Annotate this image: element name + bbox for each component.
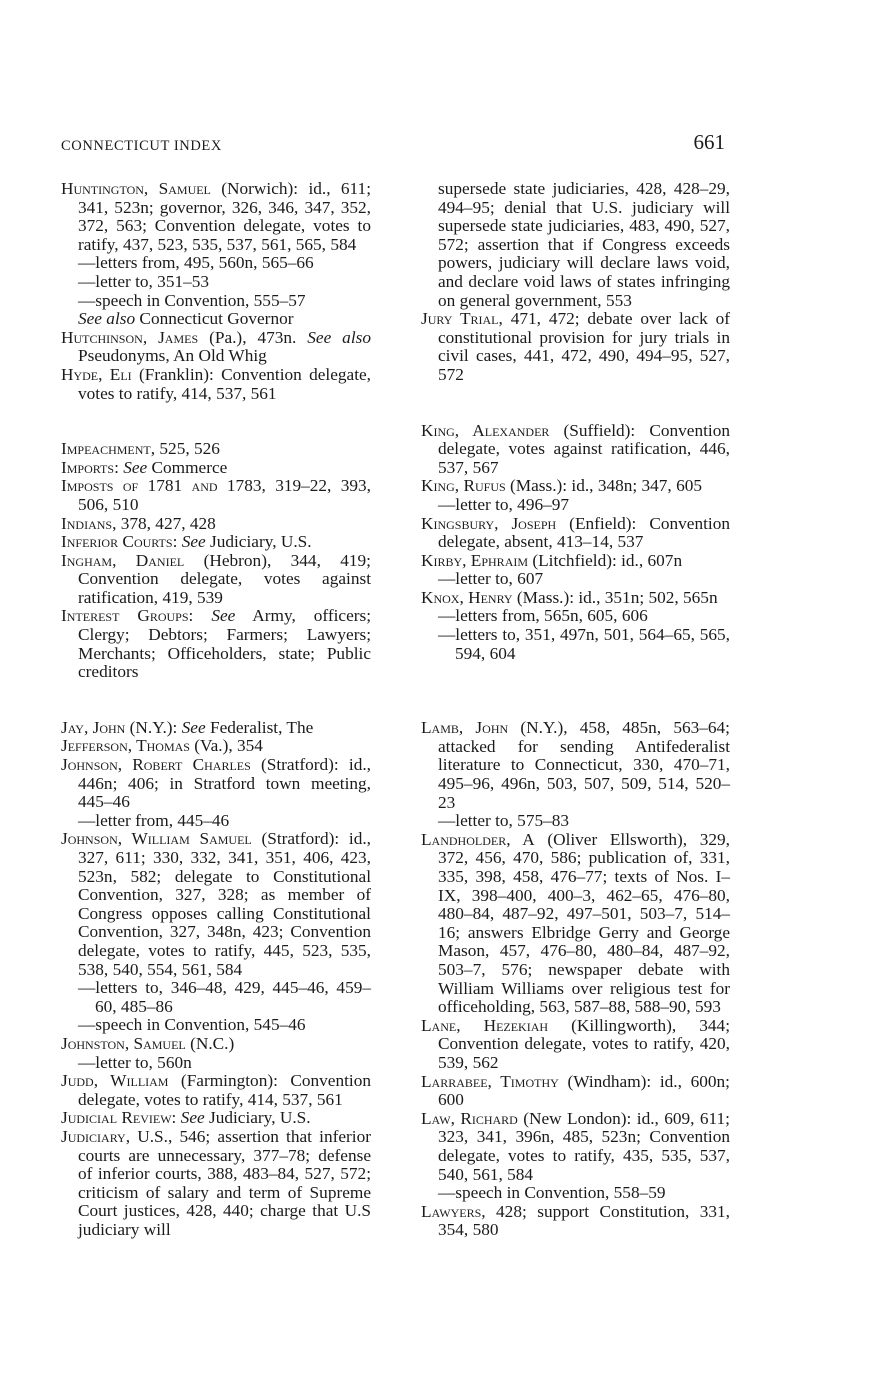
index-entry-hyde <box>61 366 371 403</box>
entry-text: (N.C.) <box>185 1033 235 1053</box>
entry-text: : <box>171 1108 181 1128</box>
entry-text: (Litchfield): id., 607n <box>528 550 683 570</box>
see-label: See <box>123 457 148 477</box>
entry-heading: Imposts of 1781 and 1783 <box>61 476 262 496</box>
sub-entry: —letter from, 445–46 <box>78 810 230 830</box>
entry-heading: Jay, John <box>61 717 126 737</box>
entry-text: : <box>114 457 124 477</box>
index-entry-judiciary <box>61 1128 371 1240</box>
index-entry-interest-groups <box>61 607 371 681</box>
entry-heading: Hutchinson, James <box>61 327 199 347</box>
index-entry-jay <box>61 719 371 738</box>
entry-heading: Hyde, Eli <box>61 364 132 384</box>
index-entry-knox <box>421 589 730 608</box>
sub-entry: —letters from, 565n, 605, 606 <box>438 606 648 626</box>
entry-text: (Franklin): Convention delegate, votes to ratify, 414, 537, 561 <box>78 364 371 403</box>
sub-entry: —speech in Convention, 558–59 <box>438 1183 666 1203</box>
entry-text: (Mass.): id., 348n; 347, 605 <box>505 476 702 496</box>
letter-gap <box>61 403 371 440</box>
entry-text: : <box>172 532 182 552</box>
sub-entry: —letter to, 560n <box>78 1052 192 1072</box>
index-entry-johnson-rc <box>61 756 371 812</box>
letter-gap <box>61 682 371 719</box>
see-also-label: See also <box>307 327 371 347</box>
entry-text: : <box>188 606 212 626</box>
entry-text: (N.Y.): <box>125 717 182 737</box>
entry-text: (Stratford): id., 446n; 406; in Stratford town meeting, 445–46 <box>78 755 371 812</box>
index-entry-kingsbury <box>421 515 730 552</box>
entry-heading: Interest Groups <box>61 606 189 626</box>
index-entry-kirby <box>421 552 730 571</box>
index-entry-indians <box>61 515 371 534</box>
entry-text: (Suffield): Convention delegate, votes against ratification, 446, 537, 567 <box>438 420 730 477</box>
entry-text: (Norwich): id., 611; 341, 523n; governor, 326, 346, 347, 352, 372, 563; Convention delegate, votes to ratify, 437, 523, 535, 537, 561, 565, 584 <box>78 179 371 254</box>
entry-text: (Enfield): Convention delegate, absent, 413–14, 537 <box>438 513 730 552</box>
right-column <box>421 180 730 1240</box>
index-entry-impeachment <box>61 440 371 459</box>
sub-entry: —letter to, 351–53 <box>78 271 210 291</box>
entry-text: (Stratford): id., 327, 611; 330, 332, 341, 351, 406, 423, 523n, 582; delegate to Constitutional Convention, 327, 328; as member of Congress opposes calling Constitutional Convention, 327, 348n, 423; Convention delegate, votes to ratify, 445, 523, 535, 538, 540, 554, 561, 584 <box>78 829 372 979</box>
entry-heading: Lane, Hezekiah <box>421 1015 549 1035</box>
entry-heading: Judd, William <box>61 1071 169 1091</box>
index-entry-lawyers <box>421 1203 730 1240</box>
entry-heading: Kingsbury, Joseph <box>421 513 557 533</box>
entry-text: Commerce <box>147 457 228 477</box>
entry-heading: Kirby, Ephraim <box>421 550 529 570</box>
index-entry-judd <box>61 1072 371 1109</box>
see-also-label: See also <box>78 309 136 329</box>
letter-gap <box>421 385 730 422</box>
index-entry-jury-trial <box>421 310 730 384</box>
entry-heading: King, Alexander <box>421 420 550 440</box>
index-entry-judicial-review <box>61 1109 371 1128</box>
entry-text: , 471, 472; debate over lack of constitutional provision for jury trials in civil cases, 441, 472, 490, 494–95, 527, 572 <box>438 309 730 384</box>
entry-heading: Judicial Review <box>61 1108 172 1128</box>
entry-text: (Killingworth), 344; Convention delegate, votes to ratify, 420, 539, 562 <box>438 1015 730 1072</box>
entry-text: , 428; support Constitution, 331, 354, 580 <box>438 1201 730 1240</box>
entry-text: (Oliver Ellsworth), 329, 372, 456, 470, 586; publication of, 331, 335, 398, 458, 476–77; texts of Nos. I–IX, 398–400, 400–3, 462–65, 476–80, 480–84, 487–92, 497–501, 503–7, 514–16; answers Elbridge Gerry and George Mason, 457, 476–80, 480–84, 487–92, 503–7, 576; newspaper debate with William Williams over religious test for officeholding, 563, 587–88, 588–90, 593 <box>438 829 730 1017</box>
entry-heading: Judiciary, U.S. <box>61 1126 168 1146</box>
entry-text: (Hebron), 344, 419; Convention delegate, votes against ratification, 419, 539 <box>78 550 371 607</box>
entry-heading: Landholder, A <box>421 829 535 849</box>
entry-text: (Va.), 354 <box>189 736 263 756</box>
index-entry-imports <box>61 459 371 478</box>
see-label: See <box>181 717 206 737</box>
entry-text: , 378, 427, 428 <box>112 513 216 533</box>
entry-text: Army, officers; Clergy; Debtors; Farmers; Lawyers; Merchants; Officeholders, state; Public creditors <box>78 606 372 682</box>
index-entry-lamb <box>421 719 730 812</box>
entry-heading: Indians <box>61 513 113 533</box>
entry-text: (Windham): id., 600n; 600 <box>438 1071 730 1110</box>
entry-text: Pseudonyms, An Old Whig <box>78 346 267 366</box>
entry-text: (Mass.): id., 351n; 502, 565n <box>512 587 718 607</box>
entry-heading: Lawyers <box>421 1201 482 1221</box>
see-label: See <box>181 532 206 552</box>
index-entry-landholder <box>421 831 730 1017</box>
sub-entry: —speech in Convention, 545–46 <box>78 1015 306 1035</box>
entry-text: (New London): id., 609, 611; 323, 341, 396n, 485, 523n; Convention delegate, votes to ratify, 435, 535, 537, 540, 561, 584 <box>438 1108 730 1184</box>
entry-text: Judiciary, U.S. <box>204 1108 311 1128</box>
see-label: See <box>211 606 236 626</box>
index-entry-hutchinson <box>61 329 371 366</box>
index-entry-lane <box>421 1017 730 1073</box>
entry-text: , 546; assertion that inferior courts are unnecessary, 377–78; defense of inferior courts, 388, 483–84, 527, 572; criticism of salary and term of Supreme Court justices, 428, 440; charge that U.S judiciary will <box>78 1126 371 1239</box>
entry-heading: Law, Richard <box>421 1108 518 1128</box>
index-entry-law <box>421 1110 730 1184</box>
entry-heading: Inferior Courts <box>61 532 173 552</box>
entry-heading: Knox, Henry <box>421 587 513 607</box>
index-entry-johnston <box>61 1035 371 1054</box>
index-entry-huntington <box>61 180 371 254</box>
entry-text: , 525, 526 <box>150 439 220 459</box>
index-entry-king-alexander <box>421 422 730 478</box>
entry-heading: Huntington, Samuel <box>61 179 211 198</box>
entry-heading: Ingham, Daniel <box>61 550 185 570</box>
entry-heading: Lamb, John <box>421 718 509 738</box>
index-entry-king-rufus <box>421 477 730 496</box>
entry-continuation: supersede state judiciaries, 428, 428–29, 494–95; denial that U.S. judiciary will supersede state judiciaries, 483, 490, 527, 572; assertion that if Congress exceeds powers, judiciary will declare laws void, and declare void laws of states infringing on general government, 553 <box>438 179 730 310</box>
sub-entry: —letters to, 346–48, 429, 445–46, 459–60, 485–86 <box>78 978 371 1016</box>
entry-text: (Pa.), 473n. <box>198 327 308 347</box>
left-column <box>61 180 371 1239</box>
entry-heading: Johnson, William Samuel <box>61 829 252 849</box>
entry-heading: Johnson, Robert Charles <box>61 755 251 775</box>
see-label: See <box>180 1108 205 1128</box>
entry-heading: Impeachment <box>61 439 151 459</box>
running-head: CONNECTICUT INDEX <box>61 138 222 154</box>
index-entry-imposts <box>61 477 371 514</box>
entry-text: Federalist, The <box>205 717 314 737</box>
page-header <box>61 130 725 158</box>
entry-heading: Jefferson, Thomas <box>61 736 190 756</box>
sub-entry: —letter to, 607 <box>438 569 544 589</box>
index-entry-inferior-courts <box>61 533 371 552</box>
entry-heading: Johnston, Samuel <box>61 1033 186 1053</box>
sub-entry: —speech in Convention, 555–57 <box>78 290 306 310</box>
index-entry-ingham <box>61 552 371 608</box>
entry-text: (Farmington): Convention delegate, votes to ratify, 414, 537, 561 <box>78 1071 371 1109</box>
letter-gap <box>421 663 730 719</box>
index-entry-jefferson <box>61 737 371 756</box>
entry-heading: King, Rufus <box>421 476 506 496</box>
entry-text: Connecticut Governor <box>135 309 294 329</box>
page-number: 661 <box>693 130 725 154</box>
entry-heading: Jury Trial <box>421 309 499 329</box>
see-also-line <box>61 310 371 329</box>
entry-heading: Larrabee, Timothy <box>421 1071 559 1091</box>
sub-entry: —letter to, 496–97 <box>438 494 570 514</box>
sub-entry: —letters from, 495, 560n, 565–66 <box>78 253 314 273</box>
sub-entry: —letters to, 351, 497n, 501, 564–65, 565, 594, 604 <box>438 625 730 663</box>
sub-entry: —letter to, 575–83 <box>438 811 570 831</box>
entry-text: Judiciary, U.S. <box>205 532 312 552</box>
index-entry-larrabee <box>421 1073 730 1110</box>
entry-heading: Imports <box>61 457 115 477</box>
entry-text: , 319–22, 393, 506, 510 <box>78 476 371 514</box>
index-entry-johnson-ws <box>61 830 371 979</box>
entry-text: (N.Y.), 458, 485n, 563–64; attacked for sending Antifederalist literature to Connecticut, 330, 470–71, 495–96, 496n, 503, 507, 509, 514, 520–23 <box>438 718 730 812</box>
